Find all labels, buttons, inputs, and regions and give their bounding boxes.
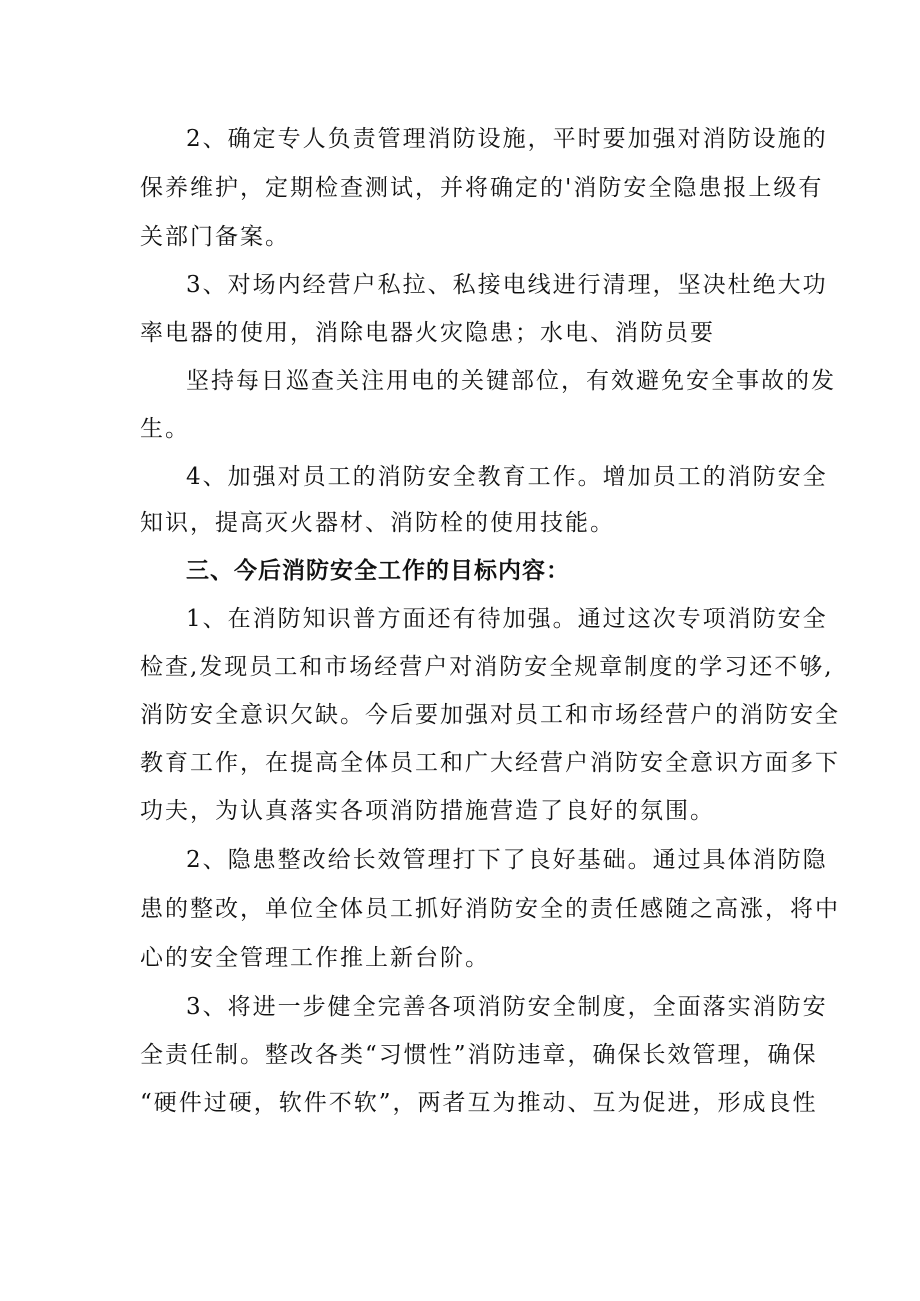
paragraph-line: 4、加强对员工的消防安全教育工作。增加员工的消防安全 xyxy=(186,464,828,490)
paragraph-line: 知识，提高灭火器材、消防栓的使用技能。 xyxy=(140,510,615,536)
paragraph-line: 检查,发现员工和市场经营户对消防安全规章制度的学习还不够, xyxy=(140,654,834,680)
paragraph-line: 功夫，为认真落实各项消防措施营造了良好的氛围。 xyxy=(140,798,715,824)
paragraph-line: 坚持每日巡查关注用电的关键部位，有效避免安全事故的发 xyxy=(186,368,836,394)
paragraph-line: 消防安全意识欠缺。今后要加强对员工和市场经营户的消防安全 xyxy=(140,702,840,728)
paragraph-line: 1、在消防知识普方面还有待加强。通过这次专项消防安全 xyxy=(186,606,828,632)
paragraph-line: “硬件过硬，软件不软”，两者互为推动、互为促进，形成良性 xyxy=(140,1090,818,1116)
paragraph-line: 率电器的使用，消除电器火灾隐患；水电、消防员要 xyxy=(140,320,715,346)
paragraph-line: 心的安全管理工作推上新台阶。 xyxy=(140,945,490,971)
paragraph-line: 生。 xyxy=(140,416,190,442)
paragraph-line: 2、确定专人负责管理消防设施，平时要加强对消防设施的 xyxy=(186,126,828,152)
paragraph-line: 患的整改，单位全体员工抓好消防安全的责任感随之高涨，将中 xyxy=(140,896,840,922)
paragraph-line: 2、隐患整改给长效管理打下了良好基础。通过具体消防隐 xyxy=(186,847,828,873)
paragraph-line: 全责任制。整改各类“习惯性”消防违章，确保长效管理，确保 xyxy=(140,1042,818,1068)
paragraph-line: 教育工作，在提高全体员工和广大经营户消防安全意识方面多下 xyxy=(140,750,840,776)
paragraph-line: 3、对场内经营户私拉、私接电线进行清理，坚决杜绝大功 xyxy=(186,272,828,298)
paragraph-line: 关部门备案。 xyxy=(140,224,290,250)
paragraph-line: 3、将进一步健全完善各项消防安全制度，全面落实消防安 xyxy=(186,994,828,1020)
paragraph-line: 保养维护，定期检查测试，并将确定的'消防安全隐患报上级有 xyxy=(140,175,824,201)
section-heading: 三、今后消防安全工作的目标内容： xyxy=(186,557,570,584)
